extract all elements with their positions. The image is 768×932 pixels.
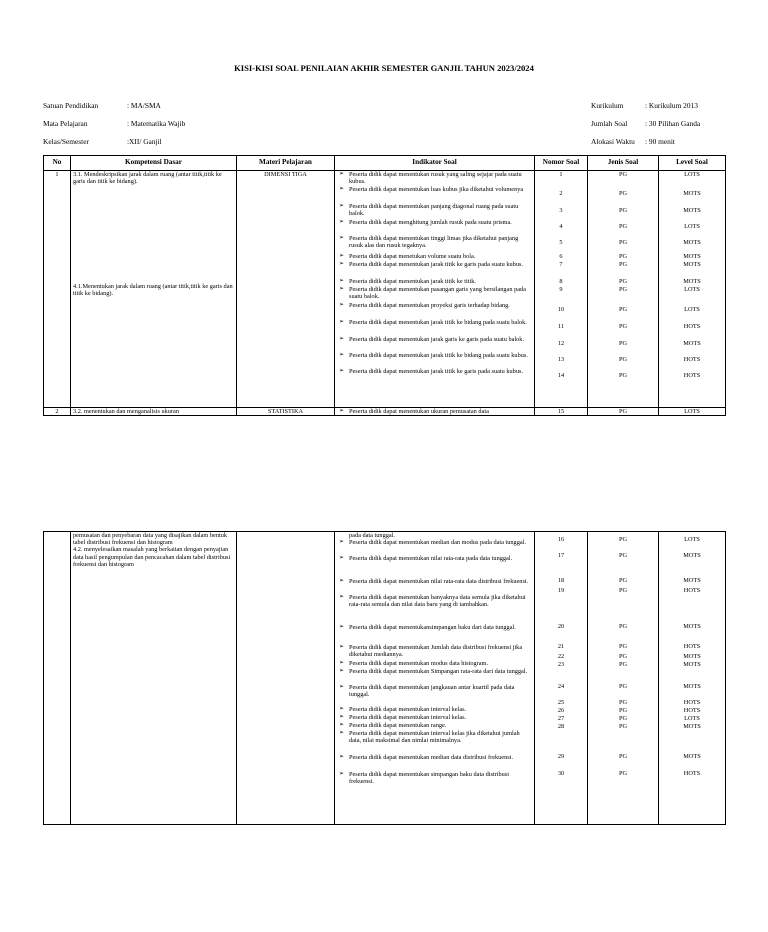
indikator-item: ➢ Peserta didik dapat menentukan jarak garis ke garis pada suatu balok. xyxy=(337,336,532,352)
level-cell: LOTS xyxy=(659,408,726,416)
jenis-cell xyxy=(588,532,659,825)
nomor-soal: 18 xyxy=(557,577,565,584)
level-soal: MOTS xyxy=(683,239,701,246)
jenis-soal: PG xyxy=(618,653,628,660)
jenis-soal: PG xyxy=(618,356,628,363)
level-soal: HOTS xyxy=(683,707,701,714)
jenis-soal: PG xyxy=(618,239,628,246)
indikator-item: ➢ Peserta didik dapat menghitung jumlah rusuk pada suatu prisma. xyxy=(337,219,532,235)
table-row xyxy=(44,532,726,825)
kd-3-1: 3.1. Mendeskripsikan jarak dalam ruang (antar titik,titik ke garis dan titik ke bidang). xyxy=(73,171,222,186)
nomor-soal: 10 xyxy=(557,306,565,313)
nomor-soal: 13 xyxy=(557,356,565,363)
level-soal: LOTS xyxy=(684,223,700,230)
nomor-cell xyxy=(535,532,588,825)
indikator-item: ➢ Peserta didik dapat menentukan range. xyxy=(337,722,532,730)
indikator-item: ➢ Peserta didik dapat menentukan rusuk yang saling sejajar pada suatu kubus. xyxy=(337,171,532,186)
indikator-item: ➢ Peserta didik dapat menentukan jangkauan antar kuartil pada data tunggal. xyxy=(337,684,532,706)
jenis-soal: PG xyxy=(618,207,628,214)
meta-mapel: Mata Pelajaran : Matematika Wajib xyxy=(43,119,186,128)
nomor-soal: 6 xyxy=(559,253,563,260)
nomor-soal: 26 xyxy=(557,707,565,714)
jenis-soal: PG xyxy=(618,587,628,594)
nomor-soal: 23 xyxy=(557,661,565,668)
nomor-soal: 1 xyxy=(559,171,563,178)
level-soal: MOTS xyxy=(683,653,701,660)
indikator-item: ➢ Peserta didik dapat menentukan banyaknya data semula jika diketahui rata-rata semula dan nilai data baru yang di tambahkan. xyxy=(337,594,532,624)
kompetensi-cell xyxy=(71,532,237,825)
table-row xyxy=(44,408,726,416)
kd-3-2-cont: pemusatan dan penyebaran data yang disajikan dalam bentuk tabel distribusi frekuensi dan histogram xyxy=(73,532,228,547)
meta-kelas: Kelas/Semester :XII/ Ganjil xyxy=(43,137,162,146)
nomor-soal: 19 xyxy=(557,587,565,594)
indikator-item: ➢ Peserta didik dapat menentukan median dan modus pada data tunggal. xyxy=(337,539,532,555)
nomor-cell xyxy=(535,171,588,408)
jenis-soal: PG xyxy=(618,770,628,777)
kd-4-1: 4.1.Menentukan jarak dalam ruang (antar titik,titik ke garis dan titik ke bidang). xyxy=(73,283,233,298)
level-soal: MOTS xyxy=(683,261,701,268)
indikator-item: ➢ Peserta didik dapat menentukan ukuran pemusatan data xyxy=(337,408,532,415)
jenis-soal: PG xyxy=(618,753,628,760)
indikator-item: ➢ Peserta didik dapat menentukan jarak titik ke garis pada suatu kubus. xyxy=(337,368,532,384)
indikator-item: ➢ Peserta didik dapat menentukan interval kelas. xyxy=(337,706,532,714)
jenis-soal: PG xyxy=(618,278,628,285)
nomor-soal: 2 xyxy=(559,190,563,197)
nomor-soal: 22 xyxy=(557,653,565,660)
level-soal: MOTS xyxy=(683,190,701,197)
level-soal: HOTS xyxy=(683,643,701,650)
level-soal: MOTS xyxy=(683,661,701,668)
nomor-soal: 4 xyxy=(559,223,563,230)
jenis-soal: PG xyxy=(618,536,628,543)
indikator-item: ➢ Peserta didik dapat menentukan jarak titik ke garis pada suatu kubus. xyxy=(337,261,532,278)
nomor-soal: 9 xyxy=(559,286,563,293)
level-soal: HOTS xyxy=(683,587,701,594)
kd-4-2: 4.2. menyelesaikan masalah yang berkaitan dengan penyajian data hasil pengumpulan dan pencacahan dalam tabel distribusi frekuensi dan histogram xyxy=(73,546,231,568)
materi-cell xyxy=(237,532,335,825)
jenis-soal: PG xyxy=(618,223,628,230)
header-nomor: Nomor Soal xyxy=(535,156,588,171)
nomor-soal: 16 xyxy=(557,536,565,543)
meta-jumlah-soal: Jumlah Soal : 30 Pilihan Ganda xyxy=(591,119,701,128)
nomor-soal: 11 xyxy=(557,323,565,330)
indikator-item: ➢ Peserta didik dapat menentukan jarak titik ke bidang pada suatu kubus. xyxy=(337,352,532,368)
indikator-item: ➢ Peserta didik dapat menentukan median data distribusi frekuensi. xyxy=(337,754,532,771)
table-row xyxy=(44,171,726,408)
jenis-cell xyxy=(588,171,659,408)
kompetensi-cell: 3.2. menentukan dan menganalisis ukuran xyxy=(71,408,237,416)
indikator-item: ➢ Peserta didik dapat menentukan interval kelas. xyxy=(337,714,532,722)
header-kompetensi: Kompetensi Dasar xyxy=(71,156,237,171)
level-soal: HOTS xyxy=(683,356,701,363)
indikator-item: ➢ Peserta didik dapat menentukan nilai rata-rata data distribusi frekuensi. xyxy=(337,578,532,594)
jenis-soal: PG xyxy=(618,723,628,730)
nomor-soal: 30 xyxy=(557,770,565,777)
nomor-soal: 8 xyxy=(559,278,563,285)
nomor-soal: 25 xyxy=(557,699,565,706)
group-no: 1 xyxy=(44,171,71,408)
nomor-soal: 20 xyxy=(557,623,565,630)
nomor-soal: 3 xyxy=(559,207,563,214)
indikator-item: ➢ Peserta didik dapat menentukan proyeksi garis terhadap bidang. xyxy=(337,302,532,319)
nomor-soal: 28 xyxy=(557,723,565,730)
group-no xyxy=(44,532,71,825)
nomor-cell: 15 xyxy=(535,408,588,416)
jenis-soal: PG xyxy=(618,683,628,690)
level-soal: HOTS xyxy=(683,770,701,777)
level-soal: MOTS xyxy=(683,552,701,559)
level-soal: HOTS xyxy=(683,323,701,330)
jenis-soal: PG xyxy=(618,715,628,722)
materi-cell: STATISTIKA xyxy=(237,408,335,416)
indikator-item: ➢ Peserta didik dapat menentukan nilai rata-rata pada data tunggal. xyxy=(337,555,532,578)
indikator-item: ➢ Peserta didik dapat menentukan tinggi limas jika diketahui panjang rusuk alas dan rusuk tegaknya. xyxy=(337,235,532,253)
level-soal: MOTS xyxy=(683,207,701,214)
level-soal: LOTS xyxy=(684,171,700,178)
materi-cell: DIMENSI TIGA xyxy=(237,171,335,408)
jenis-cell: PG xyxy=(588,408,659,416)
nomor-soal: 29 xyxy=(557,753,565,760)
nomor-soal: 21 xyxy=(557,643,565,650)
document-title: KISI-KISI SOAL PENILAIAN AKHIR SEMESTER GANJIL TAHUN 2023/2024 xyxy=(234,63,534,73)
jenis-soal: PG xyxy=(618,552,628,559)
level-soal: MOTS xyxy=(683,253,701,260)
meta-satuan: Satuan Pendidikan : MA/SMA xyxy=(43,101,161,110)
jenis-soal: PG xyxy=(618,340,628,347)
jenis-soal: PG xyxy=(618,699,628,706)
jenis-soal: PG xyxy=(618,253,628,260)
level-soal: MOTS xyxy=(683,753,701,760)
indikator-item: ➢ Peserta didik dapat menentukan jarak titik ke bidang pada suatu balok. xyxy=(337,319,532,336)
indikator-item: ➢ Peserta didik dapat menetukan volume suatu bola. xyxy=(337,253,532,261)
indikator-cell xyxy=(335,532,535,825)
nomor-soal: 24 xyxy=(557,683,565,690)
kompetensi-cell xyxy=(71,171,237,408)
nomor-soal: 17 xyxy=(557,552,565,559)
meta-alokasi: Alokasi Waktu : 90 menit xyxy=(591,137,675,146)
level-soal: HOTS xyxy=(683,699,701,706)
level-soal: HOTS xyxy=(683,372,701,379)
indikator-item: ➢ Peserta didik dapat menentukan modus data histogram. xyxy=(337,660,532,668)
kisi-table-page2 xyxy=(43,531,726,825)
meta-kurikulum: Kurikulum : Kurikulum 2013 xyxy=(591,101,698,110)
header-level: Level Soal xyxy=(659,156,726,171)
indikator-item: ➢ Peserta didik dapat menentukan panjang diagonal ruang pada suatu balok. xyxy=(337,203,532,219)
jenis-soal: PG xyxy=(618,661,628,668)
header-no: No xyxy=(44,156,71,171)
table-header-row xyxy=(44,156,726,171)
level-soal: LOTS xyxy=(684,306,700,313)
nomor-soal: 14 xyxy=(557,372,565,379)
jenis-soal: PG xyxy=(618,323,628,330)
header-materi: Materi Pelajaran xyxy=(237,156,335,171)
level-soal: MOTS xyxy=(683,723,701,730)
level-soal: MOTS xyxy=(683,278,701,285)
indikator-item: ➢ Peserta didik dapat menentukan luas kubus jika diketahui volumenya xyxy=(337,186,532,203)
level-cell xyxy=(659,171,726,408)
indikator-item: ➢ Peserta didik dapat menentukan jarak titik ke titik. xyxy=(337,278,532,286)
jenis-soal: PG xyxy=(618,623,628,630)
jenis-soal: PG xyxy=(618,577,628,584)
level-soal: LOTS xyxy=(684,286,700,293)
nomor-soal: 7 xyxy=(559,261,563,268)
nomor-soal: 12 xyxy=(557,340,565,347)
jenis-soal: PG xyxy=(618,261,628,268)
group-no: 2 xyxy=(44,408,71,416)
indikator-item: ➢ Peserta didik dapat menentukansimpangan baku dari data tunggal. xyxy=(337,624,532,644)
kisi-table-page1 xyxy=(43,155,726,416)
header-indikator: Indikator Soal xyxy=(335,156,535,171)
level-soal: MOTS xyxy=(683,683,701,690)
header-jenis: Jenis Soal xyxy=(588,156,659,171)
indikator-item: ➢ Peserta didik dapat menentukan Simpangan rata-rata dari data tunggal. xyxy=(337,668,532,684)
jenis-soal: PG xyxy=(618,372,628,379)
indikator-item: ➢ Peserta didik dapat menentukan interval kelas jika diketahui jumlah data, nilai maksimal dan nimlai minimalnya. xyxy=(337,730,532,754)
level-soal: LOTS xyxy=(684,536,700,543)
nomor-soal: 27 xyxy=(557,715,565,722)
level-soal: LOTS xyxy=(684,715,700,722)
indikator-continuation: pada data tunggal. xyxy=(349,532,395,539)
jenis-soal: PG xyxy=(618,286,628,293)
level-soal: MOTS xyxy=(683,623,701,630)
indikator-item: ➢ Peserta didik dapat menentukan simpangan baku data distribusi frekuensi. xyxy=(337,771,532,790)
jenis-soal: PG xyxy=(618,643,628,650)
indikator-cell xyxy=(335,171,535,408)
jenis-soal: PG xyxy=(618,171,628,178)
level-soal: MOTS xyxy=(683,577,701,584)
jenis-soal: PG xyxy=(618,190,628,197)
indikator-item: ➢ Peserta didik dapat menentukan Jumlah data distribusi frekuensi jika diketahui mediannya. xyxy=(337,644,532,660)
indikator-cell xyxy=(335,408,535,416)
jenis-soal: PG xyxy=(618,306,628,313)
nomor-soal: 5 xyxy=(559,239,563,246)
jenis-soal: PG xyxy=(618,707,628,714)
level-cell xyxy=(659,532,726,825)
level-soal: MOTS xyxy=(683,340,701,347)
indikator-item: ➢ Peserta didik dapat menentukan pasangan garis yang bersilangan pada suatu balok. xyxy=(337,286,532,302)
